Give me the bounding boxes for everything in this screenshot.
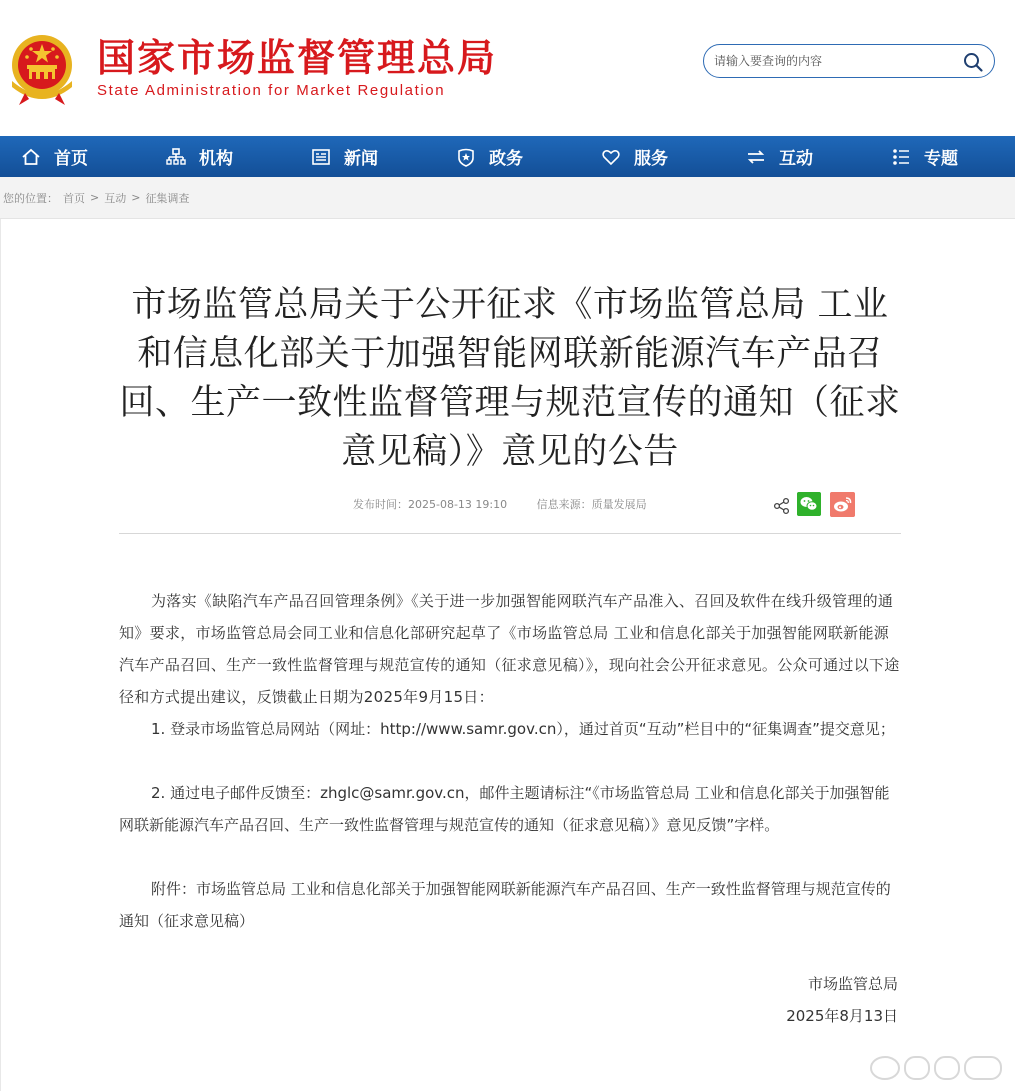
nav-item-interaction[interactable] <box>725 136 870 177</box>
nav-item-news[interactable] <box>290 136 435 177</box>
nav-label: 新闻 <box>344 149 378 169</box>
nav-item-services[interactable] <box>580 136 725 177</box>
breadcrumb-interaction[interactable]: 互动 <box>104 191 127 205</box>
breadcrumb-survey[interactable]: 征集调查 <box>145 191 190 205</box>
article-meta <box>353 496 673 512</box>
article-container <box>0 219 1015 1091</box>
breadcrumb-separator: > <box>131 191 141 204</box>
weibo-icon[interactable] <box>830 492 855 517</box>
search-input[interactable] <box>714 51 954 71</box>
exchange-icon <box>745 146 767 168</box>
nav-label: 机构 <box>199 149 233 169</box>
nav-label: 首页 <box>54 149 88 169</box>
newspaper-icon <box>310 146 332 168</box>
info-source: 信息来源：质量发展局 <box>536 498 647 511</box>
nav-label: 专题 <box>924 149 958 169</box>
nav-item-home[interactable] <box>0 136 145 177</box>
paragraph-intro: 为落实《缺陷汽车产品召回管理条例》《关于进一步加强智能网联汽车产品准入、召回及软件在线升级管理的通知》要求，市场监管总局会同工业和信息化部研究起草了《市场监管总局 工业和信息化部关于加强智能网联新能源汽车产品召回、生产一致性监督管理与规范宣传的通知（征求意见稿）》，现向社会公开征求意见。公众可通过以下途径和方式提出建议，反馈截止日期为2025年9月15日： <box>119 592 900 706</box>
site-header <box>0 0 1015 136</box>
national-emblem-icon[interactable] <box>5 29 79 107</box>
nav-label: 政务 <box>489 149 523 169</box>
signature-date: 2025年8月13日 <box>786 1007 898 1025</box>
site-subtitle: State Administration for Market Regulation <box>97 82 446 99</box>
paragraph-attachment[interactable]: 附件：市场监管总局 工业和信息化部关于加强智能网联新能源汽车产品召回、生产一致性监督管理与规范宣传的通知（征求意见稿） <box>119 880 891 930</box>
signature: 市场监管总局 <box>807 975 898 993</box>
article-title: 市场监管总局关于公开征求《市场监管总局 工业和信息化部关于加强智能网联新能源汽车产品召回、生产一致性监督管理与规范宣传的通知（征求意见稿）》意见的公告 <box>119 285 901 472</box>
share-icon[interactable] <box>773 497 791 515</box>
paragraph-method-1: 1. 登录市场监管总局网站（网址：http://www.samr.gov.cn），通过首页“互动”栏目中的“征集调查”提交意见； <box>151 720 895 738</box>
nav-label: 服务 <box>634 149 668 169</box>
main-nav <box>0 136 1015 177</box>
site-title[interactable]: 国家市场监督管理总局 <box>97 36 498 80</box>
shield-star-icon <box>455 146 477 168</box>
breadcrumb-separator: > <box>90 191 100 204</box>
search-box <box>703 44 995 78</box>
nav-label: 互动 <box>779 149 813 169</box>
wechat-icon[interactable] <box>797 492 821 516</box>
watermark-logo <box>865 1049 1011 1087</box>
search-icon[interactable] <box>962 51 984 73</box>
paragraph-method-2: 2. 通过电子邮件反馈至：zhglc@samr.gov.cn，邮件主题请标注“《市场监管总局 工业和信息化部关于加强智能网联新能源汽车产品召回、生产一致性监督管理与规范宣传的通知（征求意见稿）》意见反馈”字样。 <box>119 784 890 834</box>
publish-time: 发布时间：2025-08-13 19:10 <box>353 498 508 511</box>
breadcrumb-home[interactable]: 首页 <box>63 191 85 205</box>
org-chart-icon <box>165 146 187 168</box>
home-icon <box>20 146 42 168</box>
list-icon <box>890 146 912 168</box>
breadcrumb-prefix: 您的位置： <box>3 191 58 205</box>
nav-item-government-affairs[interactable] <box>435 136 580 177</box>
nav-item-organization[interactable] <box>145 136 290 177</box>
nav-item-topics[interactable] <box>870 136 1015 177</box>
heart-icon <box>600 146 622 168</box>
breadcrumb <box>0 177 1015 219</box>
title-divider <box>119 533 901 534</box>
